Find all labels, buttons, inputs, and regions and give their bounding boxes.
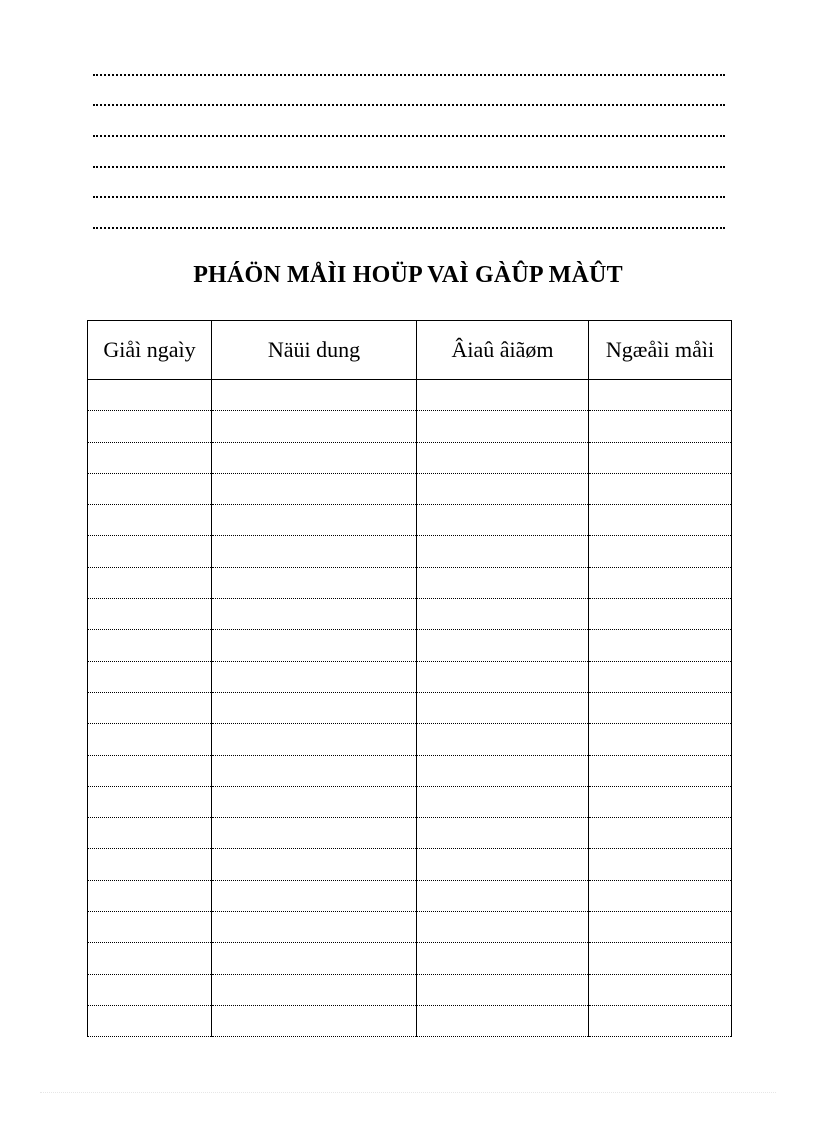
table-cell — [88, 880, 212, 911]
table-cell — [417, 411, 589, 442]
table-cell — [212, 974, 417, 1005]
table-cell — [212, 724, 417, 755]
table-cell — [589, 380, 732, 411]
table-cell — [88, 599, 212, 630]
table-cell — [589, 943, 732, 974]
table-cell — [212, 1005, 417, 1036]
dotted-line — [93, 196, 725, 198]
table-row — [88, 442, 732, 473]
table-row — [88, 880, 732, 911]
table-row — [88, 692, 732, 723]
table-cell — [88, 411, 212, 442]
table-cell — [212, 849, 417, 880]
dotted-line — [93, 74, 725, 76]
table-cell — [589, 599, 732, 630]
table-cell — [589, 724, 732, 755]
table-cell — [589, 755, 732, 786]
table-cell — [417, 599, 589, 630]
table-cell — [212, 380, 417, 411]
table-cell — [417, 1005, 589, 1036]
dotted-line — [93, 135, 725, 137]
table-header-row — [88, 321, 732, 380]
table-cell — [417, 630, 589, 661]
table-cell — [417, 786, 589, 817]
table-cell — [417, 692, 589, 723]
table-row — [88, 473, 732, 504]
table-cell — [88, 692, 212, 723]
table-cell — [589, 912, 732, 943]
table-cell — [589, 630, 732, 661]
table-cell — [88, 1005, 212, 1036]
table-cell — [212, 567, 417, 598]
table-cell — [212, 818, 417, 849]
table-cell — [417, 880, 589, 911]
table-cell — [88, 661, 212, 692]
table-cell — [88, 567, 212, 598]
table-cell — [417, 912, 589, 943]
table-cell — [417, 505, 589, 536]
table-cell — [212, 442, 417, 473]
table-cell — [589, 786, 732, 817]
header-time-date: Giåì ngaìy — [88, 321, 212, 380]
table-cell — [589, 505, 732, 536]
table-row — [88, 630, 732, 661]
table-row — [88, 505, 732, 536]
table-cell — [417, 473, 589, 504]
table-cell — [589, 974, 732, 1005]
table-cell — [212, 943, 417, 974]
table-row — [88, 599, 732, 630]
table-cell — [417, 974, 589, 1005]
table-cell — [212, 505, 417, 536]
table-cell — [88, 974, 212, 1005]
table-row — [88, 912, 732, 943]
page-title: PHÁÖN MÅÌI HOÜP VAÌ GÀÛP MÀÛT — [193, 262, 623, 288]
table-cell — [417, 943, 589, 974]
table-cell — [417, 755, 589, 786]
table-cell — [88, 943, 212, 974]
table-cell — [589, 1005, 732, 1036]
table-row — [88, 974, 732, 1005]
table-cell — [589, 411, 732, 442]
table-cell — [212, 630, 417, 661]
table-cell — [417, 724, 589, 755]
table-row — [88, 380, 732, 411]
table-cell — [589, 880, 732, 911]
table-cell — [88, 724, 212, 755]
dotted-line — [93, 166, 725, 168]
table-cell — [88, 755, 212, 786]
table-cell — [88, 442, 212, 473]
table-cell — [417, 380, 589, 411]
table-cell — [88, 849, 212, 880]
table-row — [88, 661, 732, 692]
header-content: Näüi dung — [212, 321, 417, 380]
table-cell — [212, 661, 417, 692]
table-cell — [212, 912, 417, 943]
table-cell — [589, 567, 732, 598]
table-row — [88, 567, 732, 598]
dotted-line — [93, 104, 725, 106]
header-location: Âiaû âiãøm — [417, 321, 589, 380]
table-cell — [212, 473, 417, 504]
table-cell — [417, 536, 589, 567]
table-cell — [417, 818, 589, 849]
table-cell — [212, 786, 417, 817]
table-row — [88, 818, 732, 849]
table-cell — [88, 473, 212, 504]
table-cell — [88, 818, 212, 849]
table-cell — [589, 536, 732, 567]
dotted-line — [93, 227, 725, 229]
table-cell — [212, 536, 417, 567]
table-row — [88, 536, 732, 567]
header-invitee: Ngæåìi måìi — [589, 321, 732, 380]
table-cell — [212, 880, 417, 911]
table-cell — [589, 442, 732, 473]
table-cell — [212, 599, 417, 630]
table-cell — [88, 505, 212, 536]
table-cell — [417, 567, 589, 598]
table-body — [88, 380, 732, 1037]
table-row — [88, 724, 732, 755]
table-cell — [589, 473, 732, 504]
table-cell — [589, 661, 732, 692]
table-cell — [417, 442, 589, 473]
table-cell — [212, 411, 417, 442]
table-cell — [417, 661, 589, 692]
table-row — [88, 849, 732, 880]
table-row — [88, 755, 732, 786]
table-row — [88, 1005, 732, 1036]
table-cell — [88, 380, 212, 411]
table-cell — [88, 786, 212, 817]
table-cell — [589, 818, 732, 849]
table-cell — [88, 536, 212, 567]
meeting-record-table — [87, 320, 732, 1037]
table-row — [88, 943, 732, 974]
table-row — [88, 411, 732, 442]
table-row — [88, 786, 732, 817]
page-bottom-rule — [40, 1092, 776, 1093]
table-cell — [88, 912, 212, 943]
table-cell — [212, 692, 417, 723]
table-cell — [589, 692, 732, 723]
table-cell — [212, 755, 417, 786]
table-cell — [589, 849, 732, 880]
table-cell — [88, 630, 212, 661]
table-cell — [417, 849, 589, 880]
